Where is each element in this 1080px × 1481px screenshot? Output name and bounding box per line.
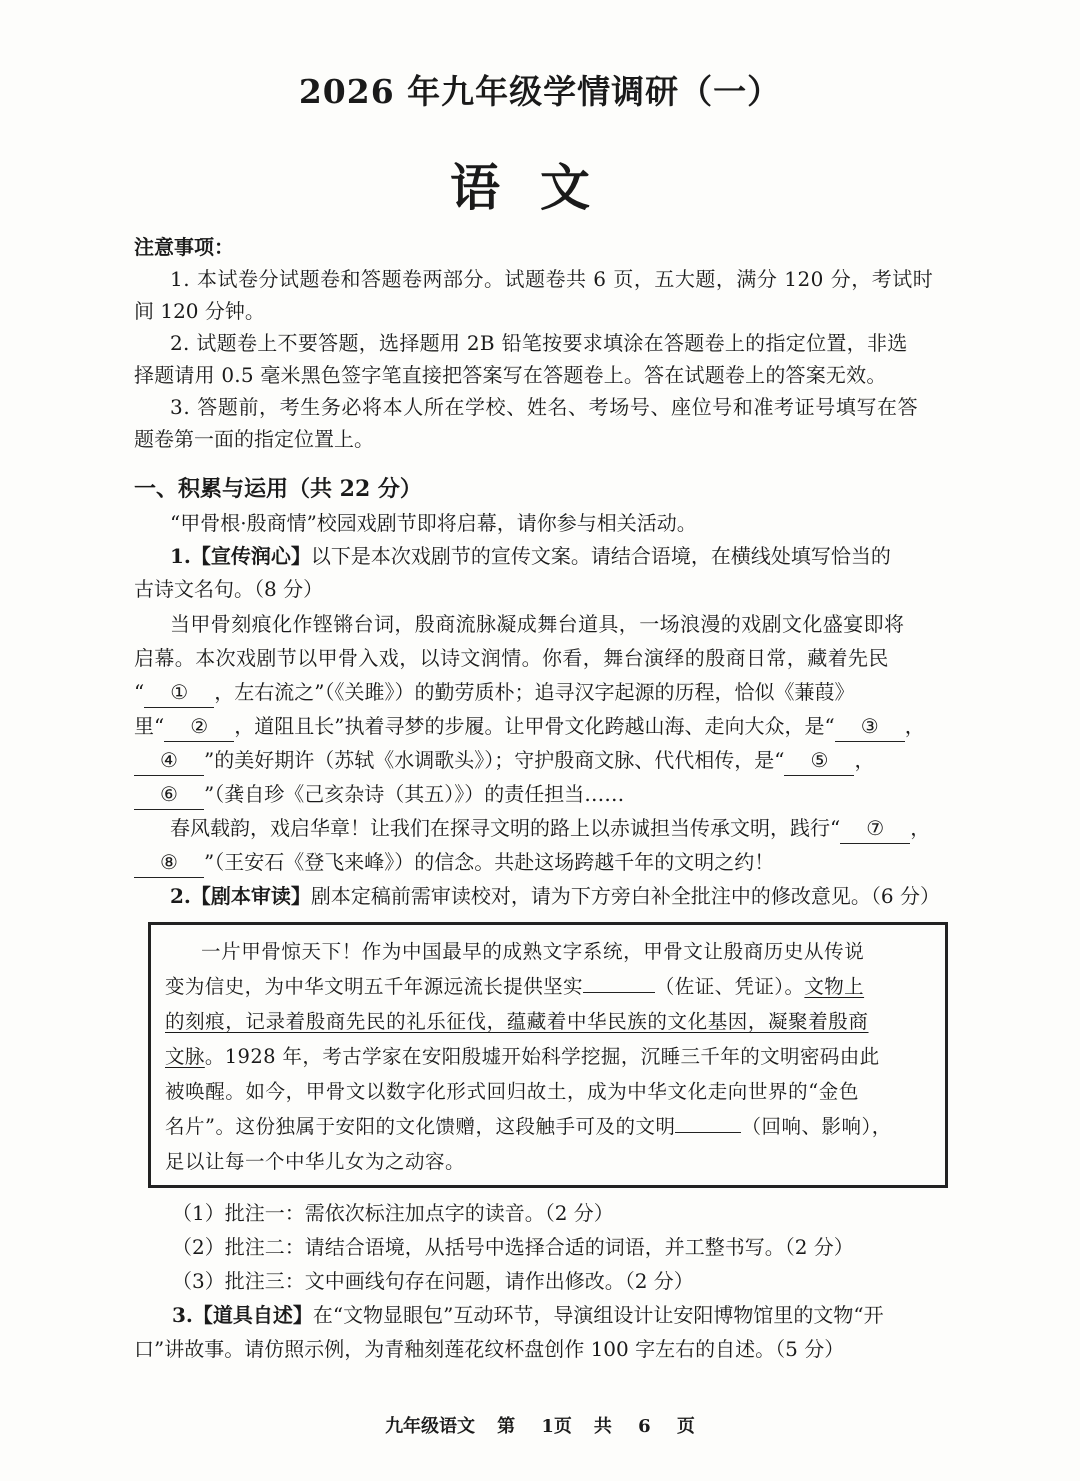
q1-text: “ <box>134 680 145 704</box>
narration-text: （佐证、凭证）。 <box>654 975 805 998</box>
q1-text: ”（龚自珍《己亥杂诗（其五）》）的责任担当…… <box>204 782 625 806</box>
question-3-text: 在“文物显眼包”互动环节，导演组设计让安阳博物馆里的文物“开 <box>312 1303 884 1327</box>
question-3-prompt <box>172 1300 884 1330</box>
question-2-tag: 2.【剧本审读】 <box>170 884 311 908</box>
answer-blank-7[interactable]: ⑦ <box>840 813 910 844</box>
narration-line-6 <box>165 1112 892 1142</box>
narration-text: 变为信史，为中华文明五千年源远流长提供坚实 <box>165 975 583 998</box>
q1-passage-line-2: 启幕。本次戏剧节以甲骨入戏，以诗文润情。你看，舞台演绎的殷商日常，藏着先民 <box>134 646 889 670</box>
notice-item-1b: 间 120 分钟。 <box>134 299 265 323</box>
notice-heading: 注意事项： <box>134 235 234 259</box>
narration-line-3: 的刻痕，记录着殷商先民的礼乐征伐，蕴藏着中华民族的文化基因，凝聚着殷商 <box>165 1010 869 1033</box>
q1-text: ，道阻且长”执着寻梦的步履。让甲骨文化跨越山海、走向大众，是“ <box>234 714 835 738</box>
section-intro: “甲骨根·殷商情”校园戏剧节即将启幕，请你参与相关活动。 <box>170 511 697 535</box>
question-2-text: 剧本定稿前需审读校对，请为下方旁白补全批注中的修改意见。（6 分） <box>310 884 940 908</box>
narration-line-5: 被唤醒。如今，甲骨文以数字化形式回归故土，成为中华文化走向世界的“金色 <box>165 1080 859 1103</box>
q1-passage-line-5 <box>134 745 874 776</box>
notice-item-2b: 择题请用 0.5 毫米黑色签字笔直接把答案写在答题卷上。答在试题卷上的答案无效。 <box>134 363 887 387</box>
narration-line-1: 一片甲骨惊天下！作为中国最早的成熟文字系统，甲骨文让殷商历史从传说 <box>201 940 865 963</box>
narration-text: 名片”。这份独属于安阳的文化馈赠，这段触手可及的文明 <box>165 1115 676 1138</box>
q1-text: 春风载韵，戏启华章！让我们在探寻文明的路上以赤诚担当传承文明，践行“ <box>170 816 841 840</box>
q1-text: ，左右流之”（《关雎》）的勤劳质朴；追寻汉字起源的历程，恰似《蒹葭》 <box>214 680 855 704</box>
narration-line-4 <box>165 1042 880 1072</box>
footer-grade: 九年级语文 <box>385 1416 476 1437</box>
answer-blank-2[interactable]: ② <box>164 711 234 742</box>
narration-line-2 <box>165 972 864 1002</box>
underlined-sentence: 文物上 <box>804 975 865 998</box>
narration-text: 。1928 年，考古学家在安阳殷墟开始科学挖掘，沉睡三千年的文明密码由此 <box>204 1045 880 1068</box>
question-3-text-2: 口”讲故事。请仿照示例，为青釉刻莲花纹杯盘创作 100 字左右的自述。（5 分） <box>134 1337 845 1361</box>
notice-item-3a: 3. 答题前，考生务必将本人所在学校、姓名、考场号、座位号和准考证号填写在答 <box>170 395 919 419</box>
q1-passage-line-1: 当甲骨刻痕化作铿锵台词，殷商流脉凝成舞台道具，一场浪漫的戏剧文化盛宴即将 <box>170 612 905 636</box>
question-1-prompt <box>170 541 891 571</box>
notice-item-2a: 2. 试题卷上不要答题，选择题用 2B 铅笔按要求填涂在答题卷上的指定位置，非选 <box>170 331 908 355</box>
q1-text: ”的美好期许（苏轼《水调歌头》）；守护殷商文脉、代代相传，是“ <box>204 748 785 772</box>
q1-passage-line-6 <box>134 779 624 810</box>
answer-blank-1[interactable]: ① <box>144 677 214 708</box>
q1-passage-line-7 <box>170 813 930 844</box>
question-1-text-2: 古诗文名句。（8 分） <box>134 577 324 601</box>
question-3-tag: 3.【道具自述】 <box>172 1303 313 1327</box>
answer-blank-4[interactable]: ④ <box>134 745 204 776</box>
answer-blank-3[interactable]: ③ <box>835 711 905 742</box>
answer-blank-5[interactable]: ⑤ <box>784 745 854 776</box>
exam-title: 2026 年九年级学情调研（一） <box>298 72 782 111</box>
answer-blank-8[interactable]: ⑧ <box>134 847 204 878</box>
word-choice-blank-1[interactable] <box>583 992 655 993</box>
question-1-text: 以下是本次戏剧节的宣传文案。请结合语境，在横线处填写恰当的 <box>310 544 891 568</box>
q1-passage-line-3 <box>134 677 854 708</box>
subject-title: 语文 <box>450 158 630 217</box>
word-choice-blank-2[interactable] <box>675 1132 741 1133</box>
underlined-sentence: 文脉 <box>165 1045 205 1068</box>
q1-text: ， <box>904 714 925 738</box>
question-2-prompt <box>170 881 940 911</box>
question-2-sub-3: （3）批注三：文中画线句存在问题，请作出修改。（2 分） <box>172 1269 694 1293</box>
q1-text: ， <box>910 816 931 840</box>
notice-item-1a: 1. 本试卷分试题卷和答题卷两部分。试题卷共 6 页，五大题，满分 120 分，考试时 <box>170 267 934 291</box>
footer-total: 共 6 页 <box>593 1416 695 1437</box>
q1-passage-line-4 <box>134 711 925 742</box>
narration-line-7: 足以让每一个中华儿女为之动容。 <box>165 1150 466 1173</box>
answer-blank-6[interactable]: ⑥ <box>134 779 204 810</box>
q1-text: ”（王安石《登飞来峰》）的信念。共赴这场跨越千年的文明之约！ <box>204 850 775 874</box>
question-1-tag: 1.【宣传润心】 <box>170 544 311 568</box>
footer-page: 第 1页 <box>497 1416 572 1437</box>
question-2-sub-1: （1）批注一：需依次标注加点字的读音。（2 分） <box>172 1201 614 1225</box>
q1-text: 里“ <box>134 714 165 738</box>
page-footer <box>0 1412 1080 1438</box>
script-narration-box <box>148 922 948 1188</box>
narration-text: （回响、影响）， <box>741 1115 892 1138</box>
q1-text: ， <box>854 748 875 772</box>
notice-item-3b: 题卷第一面的指定位置上。 <box>134 427 374 451</box>
question-2-sub-2: （2）批注二：请结合语境，从括号中选择合适的词语，并工整书写。（2 分） <box>172 1235 854 1259</box>
section-heading: 一、积累与运用（共 22 分） <box>134 476 422 502</box>
q1-passage-line-8 <box>134 847 774 878</box>
